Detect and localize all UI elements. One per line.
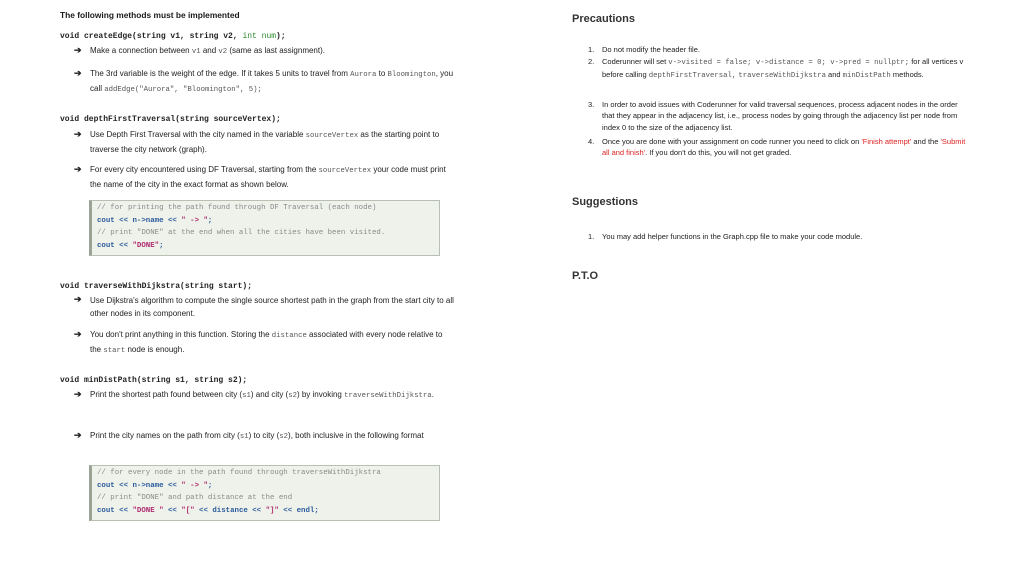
code-comment: // print "DONE" at the end when all the cities have been visited. bbox=[97, 229, 386, 238]
min-dist-bullet-1: ➔ Print the shortest path found between city (s1) and city (s2) by invoking traverseWithDijkstra. bbox=[74, 389, 434, 400]
arrow-icon: ➔ bbox=[74, 45, 82, 55]
min-dist-code-block bbox=[89, 465, 440, 521]
dft-bullet-1: ➔ Use Depth First Traversal with the city named in the variable sourceVertex as the starting point to traverse the city network (graph). bbox=[74, 129, 440, 154]
create-edge-bullet-2: ➔ The 3rd variable is the weight of the edge. If it takes 5 units to travel from Aurora to Bloomington, you call addEdge("Aurora", "Bloomington", 5); bbox=[74, 68, 454, 94]
dft-signature: void depthFirstTraversal(string sourceVertex); bbox=[60, 115, 281, 124]
arrow-icon: ➔ bbox=[74, 329, 82, 339]
arrow-icon: ➔ bbox=[74, 389, 82, 399]
code-line: cout << "DONE"; bbox=[97, 242, 164, 251]
dijkstra-bullet-1: Use Dijkstra's algorithm to compute the single source shortest path in the graph from the start city to all other nodes in its component. bbox=[90, 296, 454, 318]
code-comment: // print "DONE" and path distance at the end bbox=[97, 494, 293, 503]
dft-bullet-2: ➔ For every city encountered using DF Traversal, starting from the sourceVertex your code must print the name of the city in the exact format as shown below. bbox=[74, 164, 446, 189]
arrow-icon: ➔ bbox=[74, 68, 82, 78]
code-line: cout << "DONE " << "[" << distance << "]" << endl; bbox=[97, 507, 319, 516]
page-heading: The following methods must be implemented bbox=[60, 10, 240, 20]
arrow-icon: ➔ bbox=[74, 164, 82, 174]
code-comment: // for printing the path found through DF Traversal (each node) bbox=[97, 204, 377, 212]
dijkstra-signature: void traverseWithDijkstra(string start); bbox=[60, 282, 253, 291]
code-line: cout << n->name << " -> "; bbox=[97, 216, 213, 225]
dft-code-block bbox=[89, 200, 440, 256]
arrow-icon: ➔ bbox=[74, 129, 82, 139]
min-dist-signature: void minDistPath(string s1, string s2); bbox=[60, 376, 248, 385]
arrow-icon: ➔ bbox=[74, 294, 82, 304]
precaution-item-3: 3. In order to avoid issues with Coderunner for valid traversal sequences, process adjacent nodes in the order that they appear in the adjacency list, i.e., process nodes by going through the adjacency list per node from index 0 to the size of the adjacency list. bbox=[588, 100, 958, 132]
arrow-icon: ➔ bbox=[74, 430, 82, 440]
precaution-item-1: 1. Do not modify the header file. bbox=[588, 45, 700, 54]
pto-label: P.T.O bbox=[572, 270, 599, 282]
create-edge-bullet-1: ➔ Make a connection between v1 and v2 (same as last assignment). bbox=[74, 45, 325, 56]
min-dist-bullet-2: ➔ Print the city names on the path from city (s1) to city (s2), both inclusive in the following format bbox=[74, 430, 424, 441]
code-line: cout << n->name << " -> "; bbox=[97, 481, 213, 490]
dijkstra-bullet-2: ➔ You don't print anything in this function. Storing the distance associated with every node relative to the start node is enough. bbox=[74, 329, 443, 355]
create-edge-signature: void createEdge(string v1, string v2, int num); bbox=[60, 32, 286, 41]
precaution-item-2: 2. Coderunner will set v->visited = false; v->distance = 0; v->pred = nullptr; for all vertices v before calling depthFirstTraversal, traverseWithDijkstra and minDistPath methods. bbox=[588, 57, 964, 81]
code-comment: // for every node in the path found through traverseWithDijkstra bbox=[97, 469, 381, 477]
precautions-heading: Precautions bbox=[572, 13, 635, 25]
precaution-item-4: 4. Once you are done with your assignment on code runner you need to click on 'Finish attempt' and the 'Submit all and finish'. If you don't do this, you will not get graded. bbox=[588, 137, 966, 158]
suggestions-heading: Suggestions bbox=[572, 196, 639, 208]
suggestion-item-1: 1. You may add helper functions in the Graph.cpp file to make your code module. bbox=[588, 232, 863, 241]
